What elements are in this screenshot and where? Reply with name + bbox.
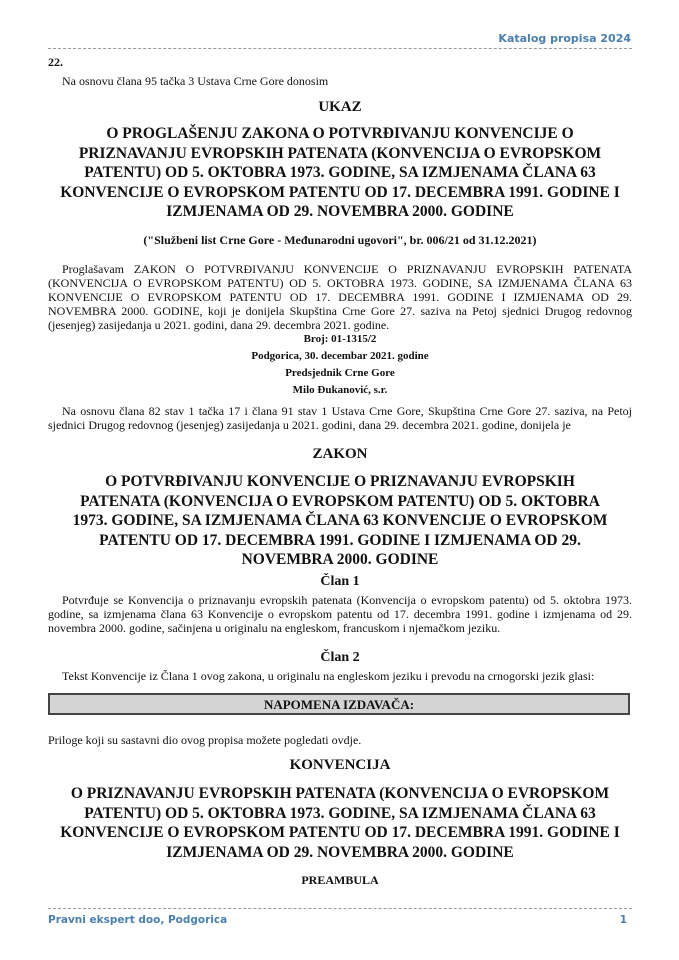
zakon-title: O POTVRĐIVANJU KONVENCIJE O PRIZNAVANJU EVROPSKIH PATENATA (KONVENCIJA O EVROPSKOM PATENTU) OD 5. OKTOBRA 1973. GODINE, SA IZMJENAMA ČLANA 63 KONVENCIJE O EVROPSKOM PATENTU OD 17. DECEMBRA 1991. GODINE I IZMJENAMA OD 29. NOVEMBRA 2000. GODINE xyxy=(72,473,608,568)
clan2-text: Tekst Konvencije iz Člana 1 ovog zakona, u originalu na engleskom jeziku i prevodu na crnogorski jezik glasi: xyxy=(62,669,595,683)
ukaz-title: O PROGLAŠENJU ZAKONA O POTVRĐIVANJU KONVENCIJE O PRIZNAVANJU EVROPSKIH PATENATA (KONVENCIJA O EVROPSKOM PATENTU) OD 5. OKTOBRA 1973. GODINE, SA IZMJENAMA ČLANA 63 KONVENCIJE O EVROPSKOM PATENTU OD 17. DECEMBRA 1991. GODINE I IZMJENAMA OD 29. NOVEMBRA 2000. GODINE xyxy=(60,125,620,220)
header-divider xyxy=(48,48,632,49)
intro-text: Na osnovu člana 95 tačka 3 Ustava Crne Gore donosim xyxy=(62,74,329,88)
place-date: Podgorica, 30. decembar 2021. godine xyxy=(251,350,429,362)
clan1-text: Potvrđuje se Konvencija o priznavanju evropskih patenata (Konvencija o evropskom patentu) od 5. oktobra 1973. godine, sa izmjenama člana 63 Konvencije o evropskom patentu od 17. decembra 1991. godine i izmjenama od 29. novembra 2000. godine, sačinjena u originalu na engleskom, francuskom i njemačkom jeziku. xyxy=(48,593,632,635)
president-title: Predsjednik Crne Gore xyxy=(285,367,395,379)
footer-divider xyxy=(48,908,632,909)
president-name: Milo Đukanović, s.r. xyxy=(292,384,388,396)
konvencija-heading: KONVENCIJA xyxy=(289,757,391,773)
konvencija-title: O PRIZNAVANJU EVROPSKIH PATENATA (KONVENCIJA O EVROPSKOM PATENTU) OD 5. OKTOBRA 1973. GODINE, SA IZMJENAMA ČLANA 63 KONVENCIJE O EVROPSKOM PATENTU OD 17. DECEMBRA 1991. GODINE I IZMJENAMA OD 29. NOVEMBRA 2000. GODINE xyxy=(60,785,620,861)
footer-publisher: Pravni ekspert doo, Podgorica xyxy=(48,914,228,926)
clan1-heading: Član 1 xyxy=(320,574,360,589)
ukaz-heading: UKAZ xyxy=(318,99,362,115)
publisher-note-title: NAPOMENA IZDAVAČA: xyxy=(263,697,415,712)
item-number: 22. xyxy=(48,55,63,69)
broj: Broj: 01-1315/2 xyxy=(303,333,377,345)
clan2-heading: Član 2 xyxy=(320,650,360,665)
preambula-heading: PREAMBULA xyxy=(301,873,379,887)
publisher-note-box xyxy=(48,693,630,715)
zakon-heading: ZAKON xyxy=(312,446,368,462)
catalog-header: Katalog propisa 2024 xyxy=(498,32,631,45)
publisher-note-text[interactable]: Priloge koji su sastavni dio ovog propisa možete pogledati ovdje. xyxy=(48,733,362,747)
proclamation-text: Proglašavam ZAKON O POTVRĐIVANJU KONVENCIJE O PRIZNAVANJU EVROPSKIH PATENATA (KONVENCIJA O EVROPSKOM PATENTU) OD 5. OKTOBRA 1973. GODINE, SA IZMJENAMA ČLANA 63 KONVENCIJE O EVROPSKOM PATENTU OD 17. DECEMBRA 1991. GODINE I IZMJENAMA OD 29. NOVEMBRA 2000. GODINE, koji je donijela Skupština Crne Gore 27. saziva na Petoj sjednici Drugog redovnog (jesenjeg) zasijedanja u 2021. godini, dana 29. decembra 2021. godine. xyxy=(48,262,632,332)
page-number: 1 xyxy=(619,914,627,926)
law-intro-text: Na osnovu člana 82 stav 1 tačka 17 i člana 91 stav 1 Ustava Crne Gore, Skupština Crne Gore 27. saziva, na Petoj sjednici Drugog redovnog (jesenjeg) zasijedanja u 2021. godini, dana 29. decembra 2021. godine, donijela je xyxy=(48,404,632,432)
official-gazette-citation: ("Službeni list Crne Gore - Međunarodni ugovori", br. 006/21 od 31.12.2021) xyxy=(143,233,537,247)
